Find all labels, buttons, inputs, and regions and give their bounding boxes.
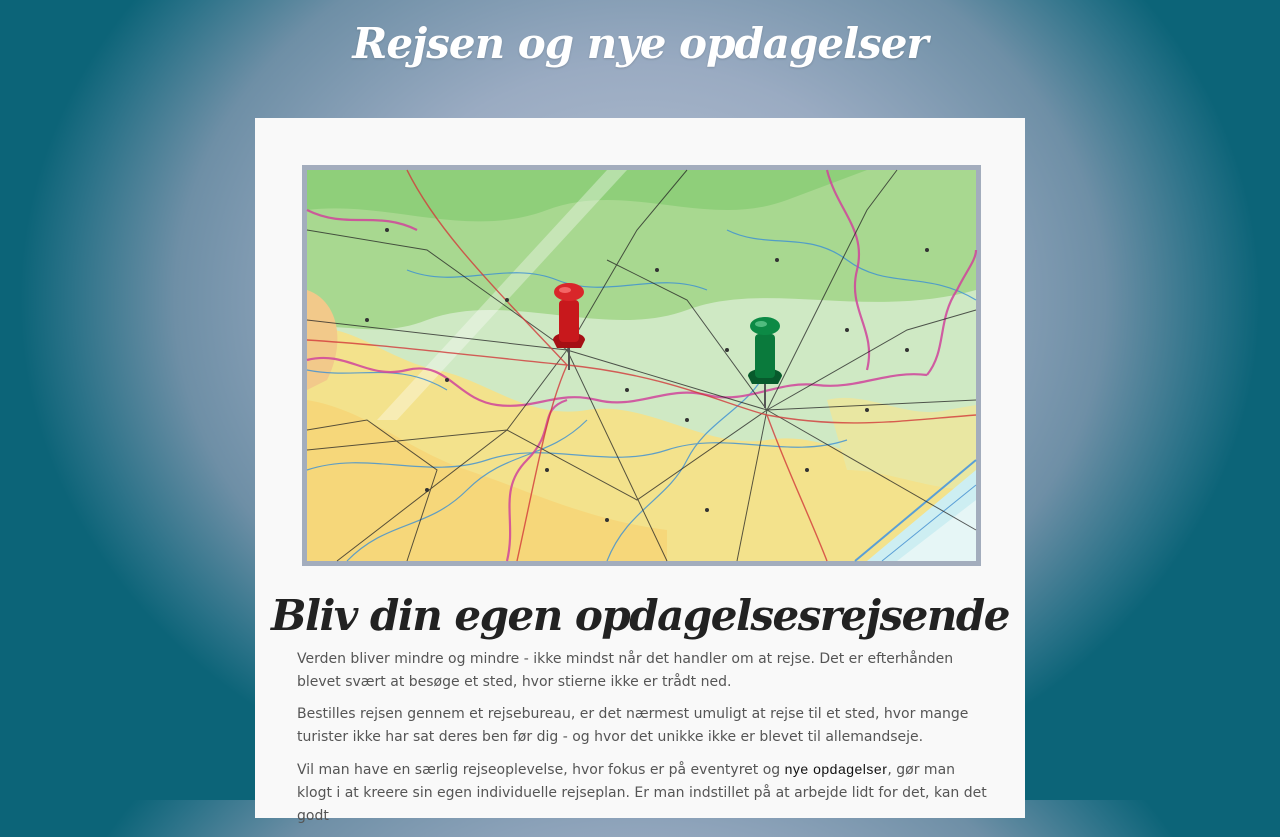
article-heading: Bliv din egen opdagelsesrejsende bbox=[271, 591, 1009, 640]
article-paragraph: Verden bliver mindre og mindre - ikke mindst når det handler om at rejse. Det er efterhånden blevet svært at besøge et sted, hvor stierne ikke er trådt ned. bbox=[297, 651, 954, 690]
map-image bbox=[302, 165, 981, 566]
paragraph-text: Vil man have en særlig rejseoplevelse, hvor fokus er på eventyret og bbox=[297, 762, 785, 778]
article-paragraph: Bestilles rejsen gennem et rejsebureau, er det nærmest umuligt at rejse til et sted, hvor mange turister ikke har sat deres ben før dig - og hvor det unikke ikke er blevet til allemandseje. bbox=[297, 706, 969, 745]
map-illustration bbox=[307, 170, 976, 561]
site-title[interactable]: Rejsen og nye opdagelser bbox=[352, 19, 928, 68]
nye-opdagelser-link[interactable]: nye opdagelser bbox=[784, 761, 888, 777]
content-card bbox=[255, 118, 1025, 824]
article-paragraph bbox=[297, 758, 987, 828]
paragraph-text: , gør man klogt i at kreere sin egen individuelle rejseplan. Er man indstillet på at arbejde lidt for det, kan det godt bbox=[297, 762, 987, 824]
article-body bbox=[297, 648, 987, 837]
